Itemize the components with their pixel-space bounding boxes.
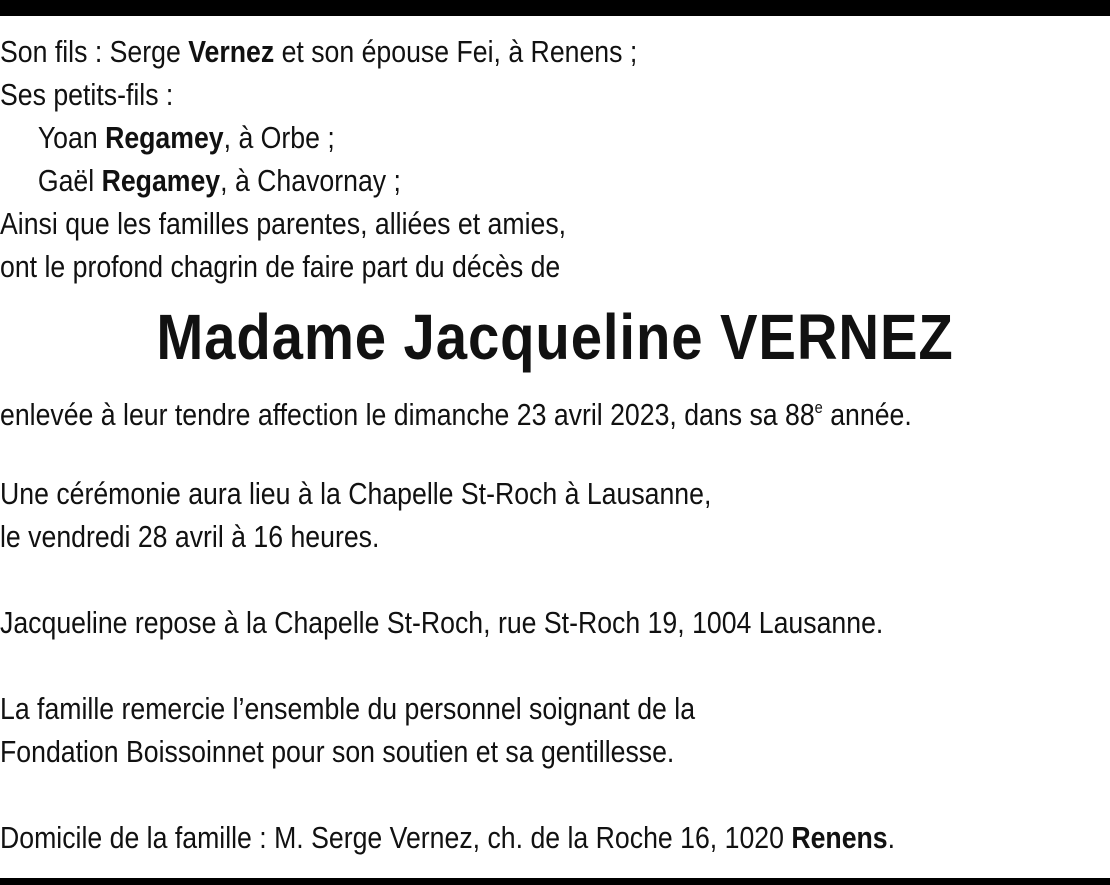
surname-vernez: Vernez <box>188 34 275 69</box>
announcement-line: ont le profond chagrin de faire part du décès de <box>0 249 561 284</box>
family-line-grandson-gael: Gaël Regamey, à Chavornay ; <box>37 163 401 198</box>
deceased-name: Madame Jacqueline VERNEZ <box>156 301 954 373</box>
obituary-notice <box>0 30 1110 859</box>
family-line-grandson-yoan: Yoan Regamey, à Orbe ; <box>37 120 335 155</box>
bottom-rule <box>0 878 1110 885</box>
deceased-name-heading <box>0 288 1110 386</box>
city-renens: Renens <box>791 820 888 855</box>
domicile-line: Domicile de la famille : M. Serge Vernez, ch. de la Roche 16, 1020 Renens. <box>0 820 896 855</box>
family-line-son: Son fils : Serge Vernez et son épouse Fei, à Renens ; <box>0 34 638 69</box>
top-rule <box>0 0 1110 16</box>
repose-line: Jacqueline repose à la Chapelle St-Roch, rue St-Roch 19, 1004 Lausanne. <box>0 605 884 640</box>
surname-regamey: Regamey <box>105 120 224 155</box>
surname-regamey: Regamey <box>101 163 221 198</box>
death-details: enlevée à leur tendre affection le dimanche 23 avril 2023, dans sa 88e année. <box>0 397 912 432</box>
family-line-grandsons-heading: Ses petits-fils : <box>0 77 174 112</box>
ceremony-line-1: Une cérémonie aura lieu à la Chapelle St-Roch à Lausanne, <box>0 476 712 511</box>
family-line-relatives: Ainsi que les familles parentes, alliées et amies, <box>0 206 567 241</box>
thanks-line-2: Fondation Boissoinnet pour son soutien et sa gentillesse. <box>0 734 675 769</box>
thanks-line-1: La famille remercie l’ensemble du personnel soignant de la <box>0 691 696 726</box>
ceremony-line-2: le vendredi 28 avril à 16 heures. <box>0 519 380 554</box>
ordinal-suffix: e <box>814 398 823 417</box>
